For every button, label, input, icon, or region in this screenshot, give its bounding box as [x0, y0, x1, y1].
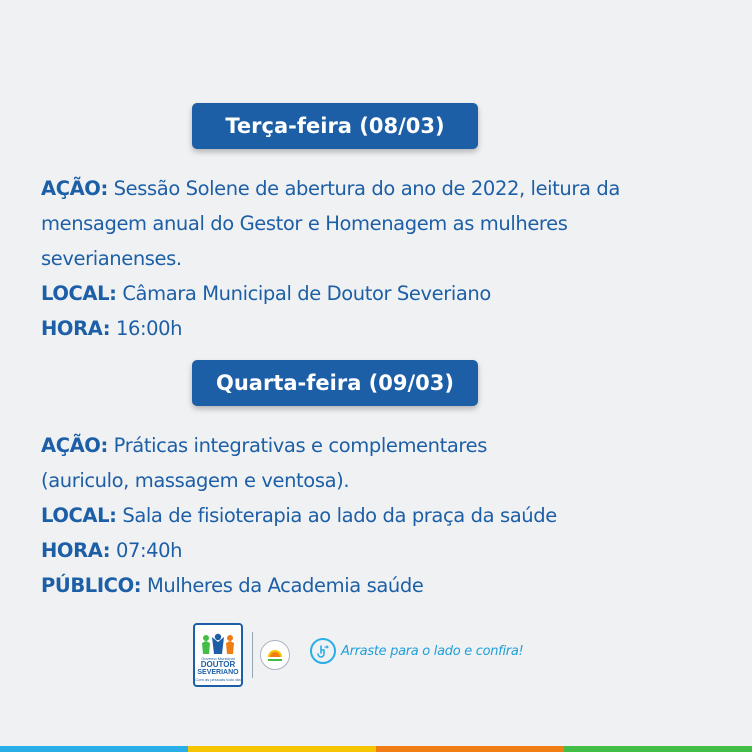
- day-badge-tuesday: [192, 103, 478, 149]
- detail-line: [41, 276, 731, 311]
- logo-text-gov: Governo Municipal: [201, 656, 235, 661]
- detail-text: 16:00h: [110, 317, 183, 340]
- detail-label: LOCAL:: [41, 504, 117, 527]
- detail-label: LOCAL:: [41, 282, 117, 305]
- detail-line: [41, 463, 731, 498]
- logo-text-severiano: SEVERIANO: [197, 669, 239, 676]
- detail-label: PÚBLICO:: [41, 574, 142, 597]
- detail-line: [41, 428, 731, 463]
- color-bar-segment: [564, 746, 752, 752]
- detail-text: Sessão Solene de abertura do ano de 2022, leitura da: [107, 177, 620, 200]
- detail-text: 07:40h: [110, 539, 183, 562]
- people-icon: [199, 633, 237, 655]
- detail-line: [41, 241, 731, 276]
- day-badge-wednesday: [192, 360, 478, 406]
- logo-text-doutor: DOUTOR: [200, 660, 236, 669]
- event-details-tuesday: [41, 171, 731, 346]
- detail-text: mensagem anual do Gestor e Homenagem as mulheres: [41, 212, 568, 235]
- detail-label: AÇÃO:: [41, 434, 108, 457]
- anniversary-seal-icon: [260, 640, 290, 670]
- detail-text: (auriculo, massagem e ventosa).: [41, 469, 350, 492]
- sun-icon: [264, 644, 286, 666]
- detail-text: Práticas integrativas e complementares: [107, 434, 487, 457]
- detail-line: [41, 171, 731, 206]
- swipe-hint: [310, 638, 523, 664]
- detail-line: [41, 311, 731, 346]
- swipe-hand-icon: [310, 638, 336, 664]
- swipe-text: Arraste para o lado e confira!: [341, 643, 524, 659]
- detail-text: Câmara Municipal de Doutor Severiano: [116, 282, 491, 305]
- detail-line: [41, 533, 731, 568]
- color-bar: [0, 746, 752, 752]
- municipality-logo: [193, 623, 243, 687]
- color-bar-segment: [0, 746, 188, 752]
- color-bar-segment: [188, 746, 376, 752]
- logo-divider: [252, 632, 253, 678]
- color-bar-segment: [376, 746, 564, 752]
- detail-line: [41, 206, 731, 241]
- event-details-wednesday: [41, 428, 731, 603]
- detail-text: severianenses.: [41, 247, 182, 270]
- detail-line: [41, 498, 731, 533]
- day-badge-label: Quarta-feira (09/03): [216, 371, 454, 395]
- detail-label: AÇÃO:: [41, 177, 108, 200]
- day-badge-label: Terça-feira (08/03): [225, 114, 445, 138]
- detail-line: [41, 568, 731, 603]
- detail-text: Mulheres da Academia saúde: [141, 574, 424, 597]
- detail-text: Sala de fisioterapia ao lado da praça da saúde: [116, 504, 557, 527]
- logo-text-slogan: Com as pessoas todo dia: [195, 677, 241, 682]
- detail-label: HORA:: [41, 539, 111, 562]
- footer: [193, 622, 523, 688]
- detail-label: HORA:: [41, 317, 111, 340]
